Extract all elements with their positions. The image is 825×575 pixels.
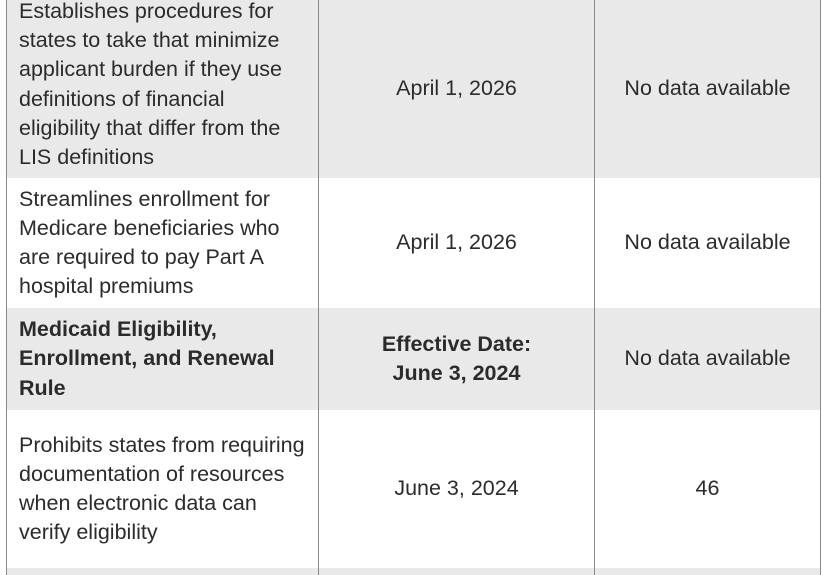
value-cell: [595, 0, 820, 178]
effective-date-cell: [319, 308, 595, 410]
table-row-section-header: [7, 308, 820, 410]
date-cell: [319, 410, 595, 568]
date-cell: [319, 568, 595, 575]
provision-cell: [7, 178, 319, 308]
value-cell: [595, 178, 820, 308]
value-text: No data available: [624, 230, 791, 255]
value-cell: [595, 410, 820, 568]
table-row-next: [7, 568, 820, 575]
value-text: No data available: [624, 346, 791, 371]
table-row: [7, 178, 820, 308]
table-row: [7, 0, 820, 178]
date-text: June 3, 2024: [394, 476, 519, 501]
provision-text: Establishes procedures for states to take that minimize applicant burden if they use definitions of financial eligibility that differ from the LIS definitions: [19, 0, 282, 170]
provision-cell: [7, 0, 319, 178]
table-row: [7, 410, 820, 568]
value-cell: [595, 308, 820, 410]
date-text: April 1, 2026: [396, 230, 517, 255]
value-text: No data available: [624, 76, 791, 101]
value-text: 46: [695, 476, 720, 501]
provision-cell: [7, 410, 319, 568]
policy-table: [6, 0, 821, 575]
section-title: Medicaid Eligibility, Enrollment, and Renewal Rule: [19, 317, 275, 400]
date-cell: [319, 0, 595, 178]
date-cell: [319, 178, 595, 308]
value-cell: [595, 568, 820, 575]
section-title-cell: [7, 308, 319, 410]
provision-cell: [7, 568, 319, 575]
date-text: April 1, 2026: [396, 76, 517, 101]
provision-text: Streamlines enrollment for Medicare beneficiaries who are required to pay Part A hospital premiums: [19, 186, 280, 299]
effective-date-text: Effective Date: June 3, 2024: [381, 331, 532, 385]
provision-text: Prohibits states from requiring documentation of resources when electronic data can verify eligibility: [19, 432, 305, 545]
